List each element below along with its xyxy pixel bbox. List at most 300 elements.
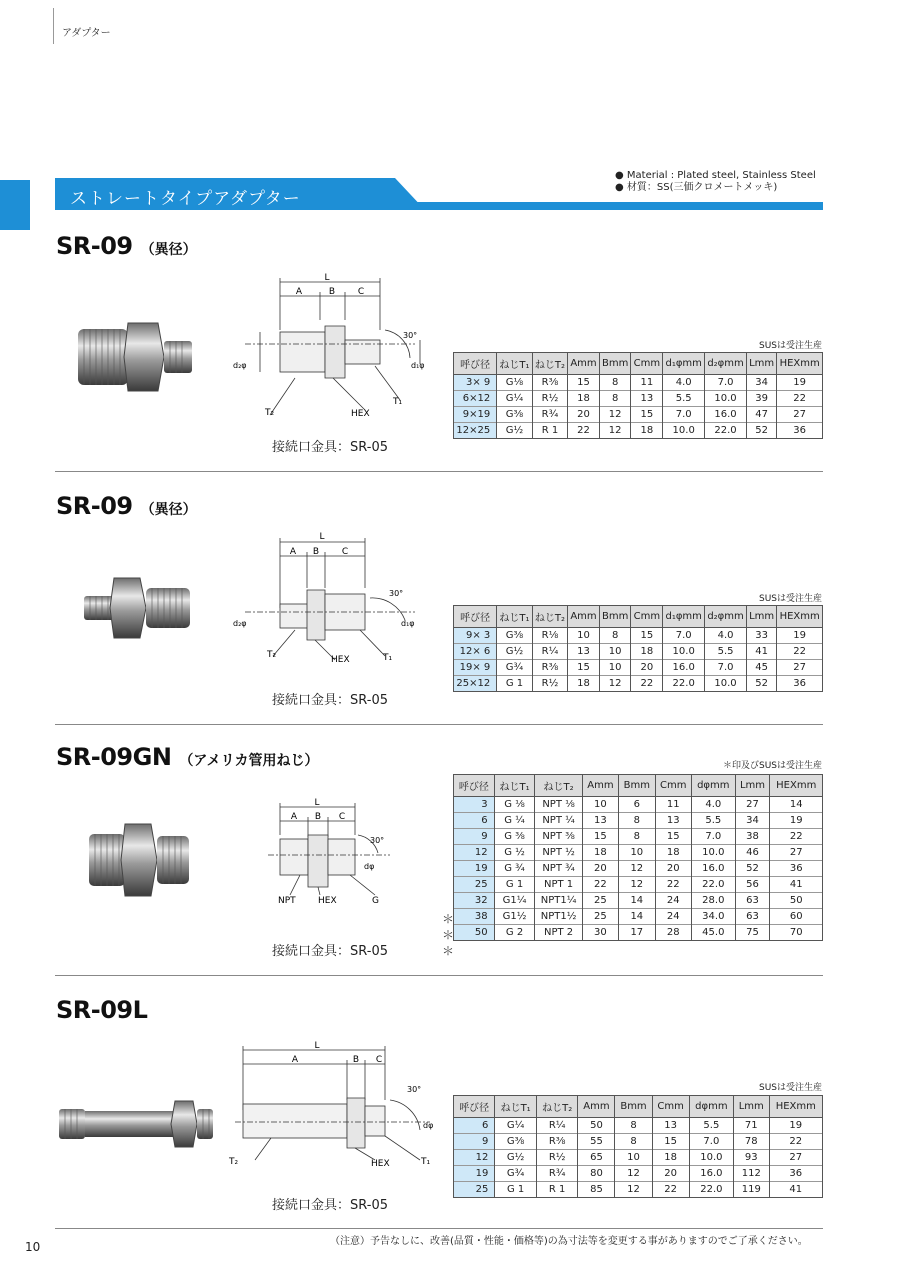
- column-header: HEXmm: [777, 353, 823, 375]
- header-rule: [53, 8, 54, 44]
- table-cell: 4.0: [663, 375, 705, 391]
- column-header: Cmm: [631, 606, 663, 628]
- table-cell: 50: [770, 893, 823, 909]
- table-cell: 22: [777, 391, 823, 407]
- column-header: Lmm: [746, 606, 776, 628]
- dim-d2: d₂φ: [233, 361, 247, 370]
- table-cell: 19: [777, 375, 823, 391]
- table-cell: 16.0: [689, 1166, 733, 1182]
- table-cell: 18: [631, 423, 663, 439]
- table-cell: R¼: [532, 644, 567, 660]
- table-cell: 7.0: [692, 829, 735, 845]
- table-cell: G ¾: [494, 861, 535, 877]
- table-cell: R 1: [532, 423, 567, 439]
- table-cell: 20: [655, 861, 692, 877]
- table-cell: 60: [770, 909, 823, 925]
- order-note: ＊印及びSUSは受注生産: [722, 761, 822, 771]
- column-header: d₂φmm: [705, 353, 747, 375]
- size-cell: 9× 3: [454, 628, 497, 644]
- table-cell: 27: [770, 845, 823, 861]
- material-note: [615, 170, 816, 194]
- dim-A: A: [291, 1055, 299, 1065]
- column-header: Lmm: [734, 1096, 770, 1118]
- section-divider: [55, 1228, 823, 1229]
- model-subtitle: （異径）: [140, 242, 197, 258]
- table-cell: G1½: [494, 909, 535, 925]
- dim-C: C: [341, 547, 349, 557]
- column-header: Amm: [568, 606, 600, 628]
- table-cell: 15: [631, 628, 663, 644]
- table-cell: 12: [599, 407, 631, 423]
- table-cell: 13: [568, 644, 600, 660]
- model-name: SR-09: [56, 492, 133, 520]
- table-cell: 15: [652, 1134, 689, 1150]
- label-NPT: NPT: [278, 896, 296, 906]
- table-cell: R¾: [532, 407, 567, 423]
- table-cell: 22: [631, 676, 663, 692]
- size-cell: 25: [454, 877, 495, 893]
- connector-note: 接続口金具：SR-05: [272, 440, 388, 455]
- table-row: [454, 1166, 823, 1182]
- column-header: Amm: [582, 775, 618, 797]
- table-cell: 38: [735, 829, 770, 845]
- table-cell: 8: [619, 829, 655, 845]
- table-cell: 52: [746, 423, 776, 439]
- table-cell: 12: [599, 676, 631, 692]
- table-row: [454, 391, 823, 407]
- table-cell: 34.0: [692, 909, 735, 925]
- dim-d1: d₁φ: [401, 619, 415, 628]
- table-cell: 36: [769, 1166, 822, 1182]
- table-cell: 7.0: [663, 628, 705, 644]
- label-T1: T₁: [393, 397, 403, 407]
- table-cell: NPT ⅛: [535, 797, 582, 813]
- table-cell: G 2: [494, 925, 535, 941]
- table-cell: R⅜: [532, 660, 567, 676]
- table-cell: 7.0: [689, 1134, 733, 1150]
- table-cell: 28: [655, 925, 692, 941]
- table-cell: 28.0: [692, 893, 735, 909]
- size-cell: 9: [454, 1134, 495, 1150]
- spec-table: [453, 605, 823, 692]
- table-cell: 7.0: [663, 407, 705, 423]
- spec-table: [453, 352, 823, 439]
- table-cell: 22: [770, 829, 823, 845]
- table-cell: 63: [735, 893, 770, 909]
- table-cell: G½: [497, 644, 532, 660]
- column-header: Amm: [568, 353, 600, 375]
- product-photo: [78, 572, 198, 642]
- column-header: dφmm: [692, 775, 735, 797]
- table-cell: 41: [746, 644, 776, 660]
- material-en: ● Material : Plated steel, Stainless Steel: [615, 170, 816, 181]
- table-cell: 39: [746, 391, 776, 407]
- table-cell: 20: [582, 861, 618, 877]
- table-cell: 4.0: [692, 797, 735, 813]
- size-cell: 6×12: [454, 391, 497, 407]
- table-cell: G½: [497, 423, 532, 439]
- dim-B: B: [314, 812, 322, 822]
- table-cell: 8: [615, 1118, 652, 1134]
- table-cell: 85: [578, 1182, 615, 1198]
- column-header: Bmm: [599, 353, 631, 375]
- table-cell: G¾: [495, 1166, 537, 1182]
- connector-note: 接続口金具：SR-05: [272, 693, 388, 708]
- column-header: Amm: [578, 1096, 615, 1118]
- dim-A: A: [290, 812, 298, 822]
- table-cell: 16.0: [692, 861, 735, 877]
- table-row: [454, 407, 823, 423]
- table-cell: 50: [578, 1118, 615, 1134]
- column-header: ねじT₂: [536, 1096, 578, 1118]
- dim-d1: d₁φ: [411, 361, 425, 370]
- column-header: Bmm: [615, 1096, 652, 1118]
- size-cell: 12: [454, 845, 495, 861]
- table-cell: G¾: [497, 660, 532, 676]
- spec-table: [453, 774, 823, 941]
- table-row: [454, 628, 823, 644]
- size-cell: 6: [454, 813, 495, 829]
- table-cell: G1¼: [494, 893, 535, 909]
- dim-d: dφ: [423, 1121, 434, 1130]
- size-cell: 6: [454, 1118, 495, 1134]
- table-cell: 63: [735, 909, 770, 925]
- table-cell: 11: [655, 797, 692, 813]
- table-cell: 17: [619, 925, 655, 941]
- table-cell: 14: [619, 909, 655, 925]
- dim-C: C: [338, 812, 346, 822]
- dim-L: L: [314, 798, 320, 808]
- table-cell: G 1: [495, 1182, 537, 1198]
- table-cell: 13: [655, 813, 692, 829]
- table-cell: 13: [582, 813, 618, 829]
- table-cell: 10: [599, 644, 631, 660]
- material-jp: ● 材質：SS(三価クロメートメッキ): [615, 182, 778, 193]
- product-photo: [55, 1095, 215, 1155]
- table-cell: 36: [777, 423, 823, 439]
- dim-A: A: [289, 547, 297, 557]
- table-cell: 10: [615, 1150, 652, 1166]
- table-row: [454, 877, 823, 893]
- table-row: [454, 909, 823, 925]
- table-cell: NPT ½: [535, 845, 582, 861]
- table-header-row: [454, 606, 823, 628]
- page-number: 10: [25, 1240, 41, 1254]
- size-cell: 3× 9: [454, 375, 497, 391]
- size-cell: 19× 9: [454, 660, 497, 676]
- table-cell: 27: [735, 797, 770, 813]
- table-cell: 41: [770, 877, 823, 893]
- size-cell: 19: [454, 861, 495, 877]
- size-cell: 9×19: [454, 407, 497, 423]
- label-T2: T₂: [229, 1157, 239, 1167]
- table-cell: 15: [568, 375, 600, 391]
- table-cell: 112: [734, 1166, 770, 1182]
- table-cell: 27: [777, 407, 823, 423]
- dim-L: L: [324, 273, 330, 283]
- size-cell: 25: [454, 1182, 495, 1198]
- table-cell: G 1: [497, 676, 532, 692]
- dim-d2: d₂φ: [233, 619, 247, 628]
- section-title: [56, 232, 197, 260]
- dim-angle: 30°: [370, 836, 385, 845]
- product-photo: [85, 820, 195, 900]
- category-title: ストレートタイプアダプター: [70, 189, 301, 209]
- table-cell: 18: [568, 676, 600, 692]
- label-T2: T₂: [265, 408, 275, 418]
- table-row: [454, 1118, 823, 1134]
- size-cell: 3: [454, 797, 495, 813]
- table-cell: 22.0: [692, 877, 735, 893]
- column-header: Cmm: [631, 353, 663, 375]
- column-header: Cmm: [652, 1096, 689, 1118]
- column-header: Cmm: [655, 775, 692, 797]
- table-cell: 46: [735, 845, 770, 861]
- table-row: [454, 861, 823, 877]
- table-cell: G⅛: [497, 375, 532, 391]
- table-cell: R⅛: [532, 628, 567, 644]
- table-cell: 16.0: [705, 407, 747, 423]
- section-title: [56, 492, 197, 520]
- table-cell: G ⅛: [494, 797, 535, 813]
- table-cell: R½: [532, 391, 567, 407]
- table-cell: R⅜: [536, 1134, 578, 1150]
- order-mark: ＊: [442, 944, 455, 958]
- table-row: [454, 893, 823, 909]
- dim-C: C: [375, 1055, 383, 1065]
- table-cell: 8: [599, 628, 631, 644]
- table-cell: 22: [769, 1134, 822, 1150]
- running-header: アダプター: [62, 28, 111, 39]
- table-header-row: [454, 775, 823, 797]
- table-cell: 22.0: [663, 676, 705, 692]
- table-cell: 41: [769, 1182, 822, 1198]
- table-cell: 5.5: [689, 1118, 733, 1134]
- spec-table: [453, 1095, 823, 1198]
- column-header: Bmm: [599, 606, 631, 628]
- label-HEX: HEX: [351, 409, 370, 419]
- table-cell: 45: [746, 660, 776, 676]
- dim-angle: 30°: [407, 1085, 422, 1094]
- size-cell: 12×25: [454, 423, 497, 439]
- table-cell: 11: [631, 375, 663, 391]
- size-cell: 19: [454, 1166, 495, 1182]
- footer-note: （注意）予告なしに、改善(品質・性能・価格等)の為寸法等を変更する事がありますのでご了承ください。: [330, 1236, 808, 1247]
- table-cell: 34: [735, 813, 770, 829]
- table-cell: 16.0: [663, 660, 705, 676]
- table-row: [454, 644, 823, 660]
- table-cell: 8: [615, 1134, 652, 1150]
- column-header: ねじT₁: [495, 1096, 537, 1118]
- table-cell: 5.5: [692, 813, 735, 829]
- table-row: [454, 676, 823, 692]
- table-row: [454, 925, 823, 941]
- column-header: 呼び径: [454, 775, 495, 797]
- side-index-tab: [0, 180, 30, 230]
- table-cell: 18: [652, 1150, 689, 1166]
- table-cell: 19: [770, 813, 823, 829]
- table-cell: R⅜: [532, 375, 567, 391]
- table-cell: 12: [615, 1166, 652, 1182]
- label-HEX: HEX: [371, 1159, 390, 1169]
- table-cell: 8: [599, 391, 631, 407]
- table-cell: 65: [578, 1150, 615, 1166]
- table-cell: 7.0: [705, 375, 747, 391]
- model-name: SR-09: [56, 232, 133, 260]
- table-cell: 10.0: [705, 391, 747, 407]
- column-header: ねじT₂: [532, 353, 567, 375]
- dimension-drawing: [260, 795, 420, 910]
- table-row: [454, 829, 823, 845]
- table-cell: G¼: [495, 1118, 537, 1134]
- table-cell: 56: [735, 877, 770, 893]
- table-cell: 15: [655, 829, 692, 845]
- table-cell: 18: [582, 845, 618, 861]
- table-cell: 52: [746, 676, 776, 692]
- section-title: [56, 996, 155, 1024]
- table-cell: 13: [652, 1118, 689, 1134]
- table-cell: 10: [582, 797, 618, 813]
- table-header-row: [454, 353, 823, 375]
- table-cell: 10.0: [663, 644, 705, 660]
- table-row: [454, 1182, 823, 1198]
- table-cell: 8: [599, 375, 631, 391]
- table-cell: 12: [619, 861, 655, 877]
- column-header: 呼び径: [454, 606, 497, 628]
- table-cell: 27: [777, 660, 823, 676]
- table-cell: 12: [615, 1182, 652, 1198]
- dim-C: C: [357, 287, 365, 297]
- order-note: SUSは受注生産: [758, 594, 822, 604]
- table-cell: 5.5: [663, 391, 705, 407]
- table-cell: 6: [619, 797, 655, 813]
- size-cell: 32: [454, 893, 495, 909]
- table-row: [454, 660, 823, 676]
- table-cell: G⅜: [497, 407, 532, 423]
- table-cell: 25: [582, 893, 618, 909]
- connector-note: 接続口金具：SR-05: [272, 1198, 388, 1213]
- table-cell: G¼: [497, 391, 532, 407]
- table-cell: 93: [734, 1150, 770, 1166]
- table-cell: 22.0: [705, 423, 747, 439]
- column-header: Lmm: [746, 353, 776, 375]
- label-T1: T₁: [383, 653, 393, 663]
- column-header: ねじT₁: [494, 775, 535, 797]
- table-cell: R¾: [536, 1166, 578, 1182]
- column-header: Bmm: [619, 775, 655, 797]
- table-cell: 7.0: [705, 660, 747, 676]
- model-name: SR-09L: [56, 996, 148, 1024]
- column-header: dφmm: [689, 1096, 733, 1118]
- table-cell: 14: [770, 797, 823, 813]
- size-cell: 38: [454, 909, 495, 925]
- table-row: [454, 845, 823, 861]
- table-cell: G 1: [494, 877, 535, 893]
- table-cell: NPT1¼: [535, 893, 582, 909]
- table-cell: 10: [568, 628, 600, 644]
- column-header: HEXmm: [769, 1096, 822, 1118]
- order-note: SUSは受注生産: [758, 1083, 822, 1093]
- table-header-row: [454, 1096, 823, 1118]
- table-cell: 36: [777, 676, 823, 692]
- size-cell: 12: [454, 1150, 495, 1166]
- column-header: d₁φmm: [663, 353, 705, 375]
- table-cell: 75: [735, 925, 770, 941]
- table-cell: 10.0: [689, 1150, 733, 1166]
- column-header: HEXmm: [770, 775, 823, 797]
- table-cell: 18: [655, 845, 692, 861]
- table-cell: 22: [568, 423, 600, 439]
- table-row: [454, 423, 823, 439]
- dim-L: L: [314, 1041, 320, 1051]
- table-cell: 34: [746, 375, 776, 391]
- column-header: ねじT₁: [497, 353, 532, 375]
- table-cell: 30: [582, 925, 618, 941]
- table-cell: G⅜: [497, 628, 532, 644]
- section-divider: [55, 724, 823, 725]
- table-cell: 10.0: [705, 676, 747, 692]
- column-header: 呼び径: [454, 353, 497, 375]
- product-photo: [70, 315, 200, 400]
- label-HEX: HEX: [331, 655, 350, 665]
- dim-d: dφ: [364, 862, 375, 871]
- table-cell: 27: [769, 1150, 822, 1166]
- table-cell: 80: [578, 1166, 615, 1182]
- table-cell: 19: [777, 628, 823, 644]
- table-cell: 45.0: [692, 925, 735, 941]
- table-cell: 70: [770, 925, 823, 941]
- table-cell: 5.5: [705, 644, 747, 660]
- size-cell: 50: [454, 925, 495, 941]
- table-cell: 20: [631, 660, 663, 676]
- connector-note: 接続口金具：SR-05: [272, 944, 388, 959]
- label-T2: T₂: [267, 650, 277, 660]
- section-divider: [55, 471, 823, 472]
- table-cell: 71: [734, 1118, 770, 1134]
- dim-angle: 30°: [389, 589, 404, 598]
- table-cell: 8: [619, 813, 655, 829]
- table-cell: 14: [619, 893, 655, 909]
- table-row: [454, 813, 823, 829]
- column-header: d₂φmm: [705, 606, 747, 628]
- table-cell: G ½: [494, 845, 535, 861]
- table-cell: NPT 2: [535, 925, 582, 941]
- dim-B: B: [352, 1055, 360, 1065]
- label-HEX: HEX: [318, 896, 337, 906]
- table-cell: 19: [769, 1118, 822, 1134]
- table-cell: 15: [631, 407, 663, 423]
- table-cell: NPT ⅜: [535, 829, 582, 845]
- dim-B: B: [312, 547, 320, 557]
- order-mark: ＊: [442, 928, 455, 942]
- table-cell: 10.0: [692, 845, 735, 861]
- table-cell: 24: [655, 909, 692, 925]
- column-header: HEXmm: [777, 606, 823, 628]
- table-cell: 13: [631, 391, 663, 407]
- table-cell: 22.0: [689, 1182, 733, 1198]
- order-mark: ＊: [442, 912, 455, 926]
- table-cell: 55: [578, 1134, 615, 1150]
- dim-A: A: [295, 287, 303, 297]
- dimension-drawing: [225, 1040, 440, 1175]
- table-cell: 20: [652, 1166, 689, 1182]
- table-cell: R 1: [536, 1182, 578, 1198]
- table-cell: 78: [734, 1134, 770, 1150]
- dim-B: B: [328, 287, 336, 297]
- table-cell: NPT1½: [535, 909, 582, 925]
- column-header: d₁φmm: [663, 606, 705, 628]
- table-cell: 25: [582, 909, 618, 925]
